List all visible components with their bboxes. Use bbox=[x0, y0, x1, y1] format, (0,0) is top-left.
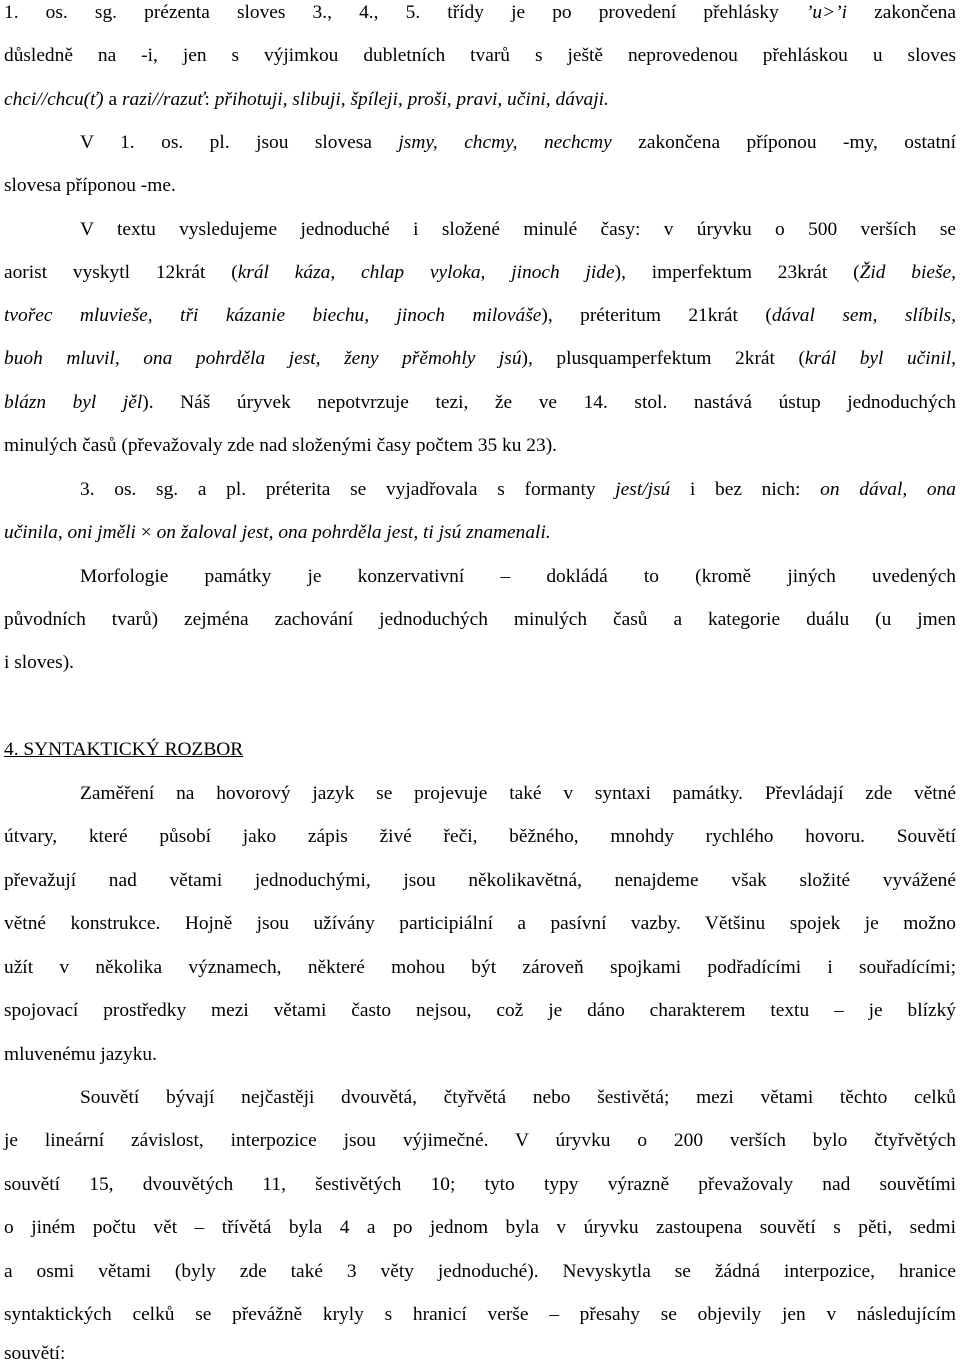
text-run: zakončena bbox=[847, 2, 956, 23]
text-run: ), préteritum 21krát ( bbox=[541, 305, 772, 326]
text-line bbox=[4, 433, 956, 459]
text-line bbox=[4, 303, 956, 329]
italic-text: král káza, chlap vyloka, jinoch jide bbox=[237, 262, 615, 283]
text-run: 1. os. sg. prézenta sloves 3., 4., 5. třídy je po provedení přehlásky bbox=[4, 2, 806, 23]
text-line bbox=[4, 1259, 956, 1285]
italic-text: chci//chcu(ť) bbox=[4, 89, 104, 110]
text-line bbox=[4, 1341, 956, 1367]
text-line bbox=[4, 173, 956, 199]
text-line bbox=[4, 87, 956, 113]
text-line bbox=[4, 1215, 956, 1241]
text-run: Souvětí bývají nejčastěji dvouvětá, čtyřvětá nebo šestivětá; mezi větami těchto celků bbox=[80, 1087, 956, 1108]
text-run: i bez nich: bbox=[670, 479, 821, 500]
text-run: ). Náš úryvek nepotvrzuje tezi, že ve 14. stol. nastává ústup jednoduchých bbox=[142, 392, 956, 413]
italic-text: učinila, oni jměli bbox=[4, 522, 136, 543]
text-run: 3. os. sg. a pl. préterita se vyjadřovala s formanty bbox=[80, 479, 616, 500]
text-run: důsledně na -i, jen s výjimkou dubletních tvarů s ještě neprovedenou přehláskou u sloves bbox=[4, 45, 956, 66]
italic-text: jest/jsú bbox=[615, 479, 671, 500]
text-line bbox=[4, 607, 956, 633]
italic-text: přihotuji, slibuji, špíleji, proši, pravi, učini, dávaji. bbox=[214, 89, 609, 110]
italic-text: Žid bieše, bbox=[859, 262, 956, 283]
text-run: Morfologie památky je konzervativní – dokládá to (kromě jiných uvedených bbox=[80, 566, 956, 587]
text-line bbox=[4, 520, 956, 546]
text-line bbox=[80, 564, 956, 590]
text-line bbox=[80, 130, 956, 156]
text-run: : bbox=[204, 89, 215, 110]
text-run: a osmi větami (byly zde také 3 věty jednoduché). Nevyskytla se žádná interpozice, hranice bbox=[4, 1261, 956, 1282]
text-run: slovesa příponou -me. bbox=[4, 175, 176, 196]
text-line bbox=[4, 43, 956, 69]
text-run: původních tvarů) zejména zachování jednoduchých minulých časů a kategorie duálu (u jmen bbox=[4, 609, 956, 630]
text-run: 4. SYNTAKTICKÝ ROZBOR bbox=[4, 739, 244, 760]
text-run: souvětí 15, dvouvětých 11, šestivětých 10; tyto typy výrazně převažovaly nad souvětími bbox=[4, 1174, 956, 1195]
italic-text: dával sem, slíbils, bbox=[771, 305, 956, 326]
text-run: × bbox=[135, 522, 157, 543]
text-run: ), plusquamperfektum 2krát ( bbox=[521, 348, 805, 369]
text-line bbox=[4, 998, 956, 1024]
text-line bbox=[4, 1172, 956, 1198]
italic-text: tvořec mluvieše, tři kázanie biechu, jinoch milováše bbox=[4, 305, 542, 326]
text-run: i sloves). bbox=[4, 652, 75, 673]
italic-text: razi//razuť bbox=[121, 89, 205, 110]
text-line bbox=[80, 217, 956, 243]
section-heading bbox=[4, 737, 956, 763]
text-run: mluvenému jazyku. bbox=[4, 1044, 157, 1065]
italic-text: ’u>’i bbox=[805, 2, 848, 23]
text-line bbox=[4, 824, 956, 850]
text-line bbox=[4, 346, 956, 372]
text-run: je lineární závislost, interpozice jsou výjimečné. V úryvku o 200 verších bylo čtyřvětých bbox=[4, 1130, 956, 1151]
text-run: Zaměření na hovorový jazyk se projevuje také v syntaxi památky. Převládají zde větné bbox=[80, 783, 956, 804]
text-line bbox=[4, 650, 956, 676]
text-run: ), imperfektum 23krát ( bbox=[614, 262, 860, 283]
text-line bbox=[80, 781, 956, 807]
text-line bbox=[4, 390, 956, 416]
italic-text: on žaloval jest, ona pohrděla jest, ti jsú znamenali. bbox=[156, 522, 551, 543]
text-run: a bbox=[103, 89, 122, 110]
text-line bbox=[4, 1128, 956, 1154]
italic-text: král byl učinil, bbox=[804, 348, 956, 369]
italic-text: buoh mluvil, ona pohrděla jest, ženy přěmohly jsú bbox=[4, 348, 522, 369]
text-run: převažují nad větami jednoduchými, jsou několikavětná, nenajdeme však složité vyvážené bbox=[4, 870, 956, 891]
text-run: aorist vyskytl 12krát ( bbox=[4, 262, 238, 283]
text-line bbox=[4, 955, 956, 981]
text-line bbox=[80, 1085, 956, 1111]
text-line bbox=[4, 1302, 956, 1328]
text-run: útvary, které působí jako zápis živé řeči, běžného, mnohdy rychlého hovoru. Souvětí bbox=[4, 826, 956, 847]
text-run: větné konstrukce. Hojně jsou užívány participiální a pasívní vazby. Většinu spojek je možno bbox=[4, 913, 956, 934]
text-run: zakončena příponou -my, ostatní bbox=[611, 132, 956, 153]
italic-text: on dával, ona bbox=[820, 479, 956, 500]
text-run: V textu vysledujeme jednoduché i složené minulé časy: v úryvku o 500 verších se bbox=[80, 219, 956, 240]
text-run: minulých časů (převažovaly zde nad složenými časy počtem 35 ku 23). bbox=[4, 435, 557, 456]
italic-text: jsmy, chcmy, nechcmy bbox=[398, 132, 612, 153]
text-run: souvětí: bbox=[4, 1343, 66, 1364]
text-line bbox=[4, 868, 956, 894]
text-run: o jiném počtu vět – třívětá byla 4 a po jednom byla v úryvku zastoupena souvětí s pěti, sedmi bbox=[4, 1217, 956, 1238]
text-line bbox=[4, 0, 956, 26]
text-run: V 1. os. pl. jsou slovesa bbox=[80, 132, 399, 153]
text-run: užít v několika významech, některé mohou být zároveň spojkami podřadícími i souřadícími; bbox=[4, 957, 956, 978]
text-line bbox=[4, 911, 956, 937]
text-run: spojovací prostředky mezi větami často nejsou, což je dáno charakterem textu – je blízký bbox=[4, 1000, 956, 1021]
italic-text: blázn byl jěl bbox=[4, 392, 143, 413]
text-line bbox=[4, 260, 956, 286]
text-run: syntaktických celků se převážně kryly s hranicí verše – přesahy se objevily jen v následujícím bbox=[4, 1304, 956, 1325]
text-line bbox=[80, 477, 956, 503]
text-line bbox=[4, 1042, 956, 1068]
